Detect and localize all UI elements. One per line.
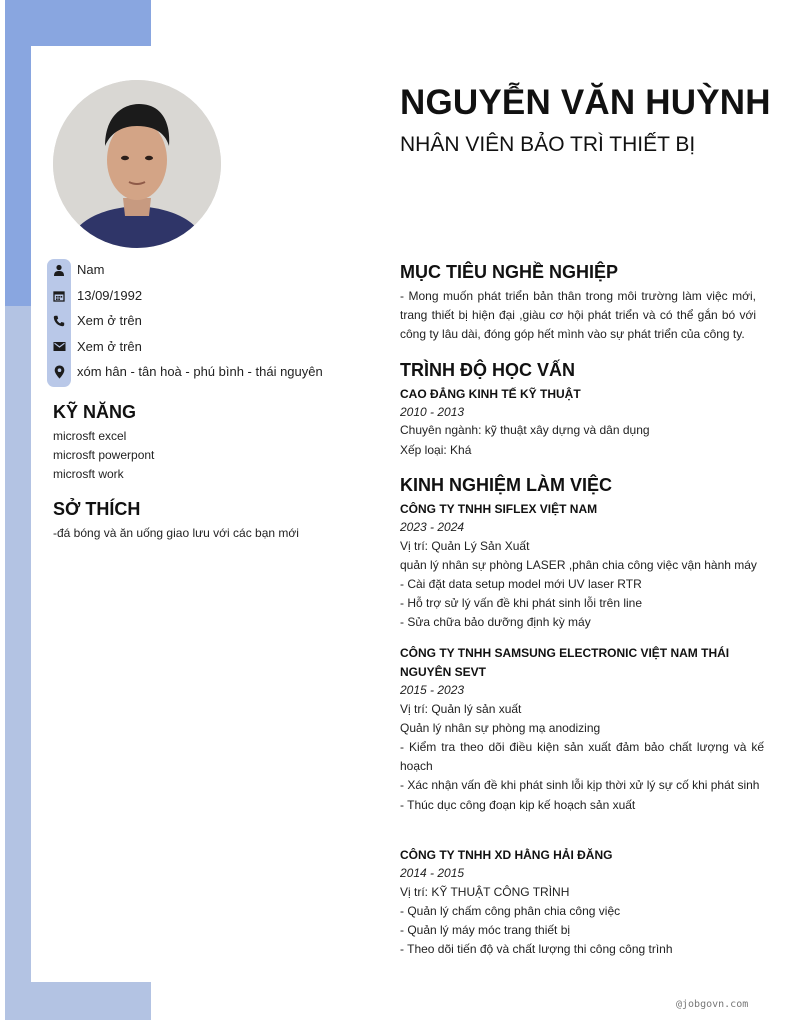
school-name: CAO ĐẲNG KINH TẾ KỸ THUẬT <box>400 387 581 401</box>
job-line: Vị trí: Quản Lý Sản Xuất <box>400 539 530 553</box>
skill-item: microsft excel <box>53 429 127 443</box>
education-grade: Xếp loại: Khá <box>400 443 472 457</box>
job-line: Quản lý nhân sự phòng mạ anodizing <box>400 721 601 735</box>
gender-text: Nam <box>77 262 105 277</box>
skills-heading: KỸ NĂNG <box>53 402 137 422</box>
calendar-icon <box>47 283 71 308</box>
phone-text: Xem ở trên <box>77 313 142 328</box>
job-period: 2023 - 2024 <box>400 520 465 534</box>
skill-item: microsft work <box>53 467 124 481</box>
mail-icon <box>47 334 71 359</box>
education-major: Chuyên ngành: kỹ thuật xây dựng và dân dụng <box>400 423 650 437</box>
job-line: - Hỗ trợ sử lý vấn đề khi phát sinh lỗi trên line <box>400 596 643 610</box>
job-line: Vị trí: KỸ THUẬT CÔNG TRÌNH <box>400 885 570 899</box>
job-line: - Sửa chữa bảo dưỡng định kỳ máy <box>400 615 591 629</box>
objective-heading: MỤC TIÊU NGHỀ NGHIỆP <box>400 262 619 282</box>
job-line: - Xác nhận vấn đề khi phát sinh lỗi kịp thời xử lý sự cố khi phát sinh <box>400 778 760 792</box>
education-period: 2010 - 2013 <box>400 405 465 419</box>
job-company: CÔNG TY TNHH XD HẰNG HẢI ĐĂNG <box>400 848 613 862</box>
job-line: - Kiểm tra theo dõi điều kiện sản xuất đảm bảo chất lượng và kế hoạch <box>400 740 764 773</box>
address-text: xóm hân - tân hoà - phú bình - thái nguyên <box>77 364 323 379</box>
education-heading: TRÌNH ĐỘ HỌC VẤN <box>400 360 575 380</box>
info-address <box>47 359 323 384</box>
job-period: 2014 - 2015 <box>400 866 465 880</box>
candidate-name: NGUYỄN VĂN HUỲNH <box>400 83 771 122</box>
objective-text: - Mong muốn phát triển bản thân trong môi trường làm việc mới, trang thiết bị hiện đại ,giàu cơ hội phát triển và có thể gắn bó với công ty lâu dài, đóng góp hết mình vào sự phát triển của công ty. <box>400 289 756 341</box>
candidate-position: NHÂN VIÊN BẢO TRÌ THIẾT BỊ <box>400 133 696 156</box>
job-line: - Theo dõi tiến độ và chất lượng thi công công trình <box>400 942 673 956</box>
info-gender <box>47 257 104 282</box>
job-line: Vị trí: Quản lý sản xuất <box>400 702 522 716</box>
skill-item: microsft powerpont <box>53 448 155 462</box>
info-phone <box>47 308 142 333</box>
location-icon <box>47 359 71 384</box>
watermark: @jobgovn.com <box>676 999 749 1010</box>
user-icon <box>47 257 71 282</box>
info-birthdate <box>47 283 142 308</box>
job-line: - Quản lý máy móc trang thiết bị <box>400 923 571 937</box>
email-text: Xem ở trên <box>77 339 142 354</box>
job-line: quản lý nhân sự phòng LASER ,phân chia công việc vận hành máy <box>400 558 757 572</box>
birthdate-text: 13/09/1992 <box>77 288 143 303</box>
info-email <box>47 334 142 359</box>
job-period: 2015 - 2023 <box>400 683 465 697</box>
job-line: - Thúc dục công đoạn kịp kế hoạch sản xuất <box>400 798 636 812</box>
experience-heading: KINH NGHIỆM LÀM VIỆC <box>400 475 613 495</box>
hobbies-text: -đá bóng và ăn uống giao lưu với các bạn mới <box>53 526 299 540</box>
avatar <box>53 80 221 248</box>
job-line: - Quản lý chấm công phân chia công việc <box>400 904 621 918</box>
job-line: - Cài đặt data setup model mới UV laser RTR <box>400 577 642 591</box>
job-company: CÔNG TY TNHH SAMSUNG ELECTRONIC VIỆT NAM THÁI NGUYÊN SEVT <box>400 646 730 679</box>
hobbies-heading: SỞ THÍCH <box>53 499 141 519</box>
phone-icon <box>47 308 71 333</box>
portrait-image <box>53 80 221 248</box>
job-company: CÔNG TY TNHH SIFLEX VIỆT NAM <box>400 502 598 516</box>
